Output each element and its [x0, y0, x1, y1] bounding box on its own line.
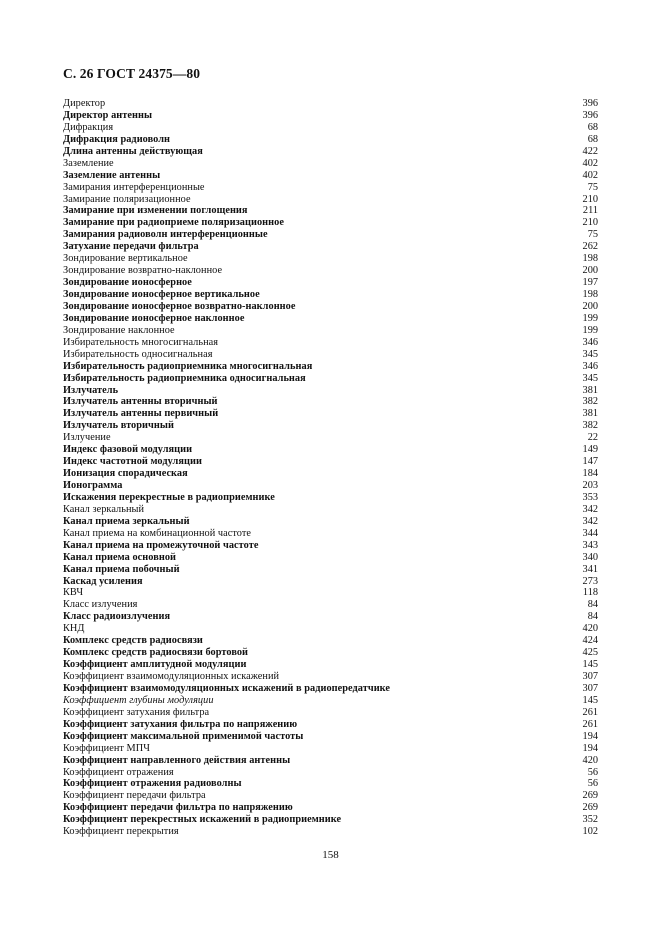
index-term: Ионизация спорадическая — [63, 468, 188, 480]
index-term: Замирание при изменении поглощения — [63, 205, 248, 217]
index-term: Избирательность радиоприемника многосигнальная — [63, 360, 313, 372]
index-entry — [63, 587, 598, 599]
index-entry — [63, 456, 598, 468]
index-page-number: 149 — [582, 444, 598, 456]
index-term: Класс излучения — [63, 599, 138, 611]
index-term: Зондирование ионосферное наклонное — [63, 312, 245, 324]
index-term: Излучение — [63, 432, 111, 444]
index-term: Дифракция — [63, 121, 114, 133]
index-entry — [63, 146, 598, 158]
index-term: Замирания интерференционные — [63, 181, 205, 193]
index-entry — [63, 540, 598, 552]
index-entry — [63, 313, 598, 325]
index-term: Избирательность односигнальная — [63, 348, 213, 360]
index-page-number: 84 — [587, 611, 598, 623]
index-entry — [63, 205, 598, 217]
index-term: Директор — [63, 98, 106, 109]
index-entry — [63, 170, 598, 182]
index-term: Зондирование ионосферное — [63, 277, 192, 289]
index-page-number: 203 — [582, 480, 598, 491]
index-page-number: 194 — [582, 730, 598, 742]
index-page-number: 341 — [582, 563, 598, 575]
index-entry — [63, 492, 598, 504]
page-number: 158 — [322, 849, 339, 861]
index-entry — [63, 802, 598, 814]
index-page-number: 147 — [582, 456, 598, 468]
index-term: Каскад усиления — [63, 575, 143, 587]
index-term: Коэффициент отражения — [63, 766, 174, 778]
index-page-number: 68 — [587, 133, 598, 145]
index-entry — [63, 253, 598, 265]
index-entry — [63, 122, 598, 134]
index-term: Искажения перекрестные в радиоприемнике — [63, 491, 275, 503]
index-page-number: 22 — [587, 432, 598, 444]
index-entry — [63, 755, 598, 767]
index-entry — [63, 277, 598, 289]
index-page-number: 102 — [582, 826, 598, 838]
index-page-number: 194 — [582, 742, 598, 754]
index-page-number: 200 — [582, 300, 598, 312]
index-term: КВЧ — [63, 587, 84, 599]
index-page-number: 75 — [587, 229, 598, 241]
index-term: Индекс частотной модуляции — [63, 456, 202, 468]
index-term: Коэффициент взаимомодуляционных искажений в радиопередатчике — [63, 682, 391, 694]
index-page-number: 269 — [582, 790, 598, 802]
index-page-number: 200 — [582, 265, 598, 277]
index-term: Ионограмма — [63, 480, 123, 491]
index-term: Коэффициент амплитудной модуляции — [63, 659, 247, 671]
index-page-number: 210 — [582, 217, 598, 229]
index-page-number: 340 — [582, 551, 598, 563]
index-term: КНД — [63, 623, 85, 635]
index-term: Коэффициент затухания фильтра — [63, 706, 210, 718]
index-entry — [63, 444, 598, 456]
index-entry — [63, 528, 598, 540]
index-term: Избирательность многосигнальная — [63, 336, 219, 348]
index-entry — [63, 480, 598, 492]
index-page-number: 396 — [582, 98, 598, 109]
index-term: Канал приема на промежуточной частоте — [63, 539, 259, 551]
index-page-number: 273 — [582, 575, 598, 587]
index-term: Зондирование возвратно-наклонное — [63, 265, 223, 277]
index-entry — [63, 659, 598, 671]
index-page-number: 353 — [582, 491, 598, 503]
index-term: Канал приема на комбинационной частоте — [63, 527, 252, 539]
index-entry — [63, 134, 598, 146]
index-page-number: 145 — [582, 694, 598, 706]
index-entry — [63, 217, 598, 229]
index-entry — [63, 408, 598, 420]
index-page-number: 425 — [582, 647, 598, 659]
index-page-number: 352 — [582, 814, 598, 826]
index-page-number: 198 — [582, 253, 598, 265]
index-page-number: 197 — [582, 277, 598, 289]
index-term: Коэффициент максимальной применимой частоты — [63, 730, 304, 742]
index-entry — [63, 349, 598, 361]
index-term: Индекс фазовой модуляции — [63, 444, 193, 456]
index-term: Коэффициент направленного действия антенны — [63, 754, 291, 766]
index-term: Коэффициент передачи фильтра — [63, 790, 206, 802]
index-entry — [63, 826, 598, 838]
index-entry — [63, 194, 598, 206]
index-page-number: 344 — [582, 527, 598, 539]
index-page-number: 307 — [582, 682, 598, 694]
index-term: Коэффициент отражения радиоволны — [63, 778, 242, 790]
index-entry — [63, 420, 598, 432]
index-entry — [63, 158, 598, 170]
index-page-number: 261 — [582, 706, 598, 718]
index-entry — [63, 623, 598, 635]
index-page-number: 262 — [582, 241, 598, 253]
index-page-number: 381 — [582, 408, 598, 420]
index-page-number: 342 — [582, 515, 598, 527]
index-entry — [63, 599, 598, 611]
index-entry — [63, 110, 598, 122]
index-page-number: 307 — [582, 671, 598, 682]
index-entry — [63, 432, 598, 444]
index-page-number: 346 — [582, 336, 598, 348]
index-entry — [63, 647, 598, 659]
index-page-number: 56 — [587, 778, 598, 790]
index-page-number: 402 — [582, 157, 598, 169]
index-term: Комплекс средств радиосвязи — [63, 635, 203, 647]
index-page-number: 145 — [582, 659, 598, 671]
index-term: Коэффициент МПЧ — [63, 742, 150, 754]
index-term: Длина антенны действующая — [63, 145, 203, 157]
index-page-number: 422 — [582, 145, 598, 157]
index-page-number: 402 — [582, 169, 598, 181]
index-term: Зондирование ионосферное возвратно-наклонное — [63, 300, 296, 312]
index-entry — [63, 373, 598, 385]
index-term: Замирания радиоволн интерференционные — [63, 229, 268, 241]
index-term: Канал приема побочный — [63, 563, 180, 575]
index-entry — [63, 98, 598, 110]
index-term: Комплекс средств радиосвязи бортовой — [63, 647, 249, 659]
index-entry — [63, 707, 598, 719]
index-entry — [63, 337, 598, 349]
index-page-number: 420 — [582, 754, 598, 766]
index-page-number: 75 — [587, 181, 598, 193]
index-page-number: 210 — [582, 193, 598, 205]
index-term: Замирание поляризационное — [63, 193, 191, 205]
index-page-number: 118 — [582, 587, 598, 599]
index-page-number: 396 — [582, 109, 598, 121]
index-term: Коэффициент взаимомодуляционных искажений — [63, 671, 280, 682]
index-page-number: 198 — [582, 289, 598, 300]
index-page-number: 84 — [587, 599, 598, 611]
index-entry — [63, 564, 598, 576]
index-term: Зондирование вертикальное — [63, 253, 188, 265]
index-page-number: 345 — [582, 372, 598, 384]
index-term: Затухание передачи фильтра — [63, 241, 199, 253]
index-term: Коэффициент перекрестных искажений в радиоприемнике — [63, 814, 342, 826]
index-page-number: 184 — [582, 468, 598, 480]
index-term: Класс радиоизлучения — [63, 611, 171, 623]
index-entry — [63, 301, 598, 313]
index-page-number: 382 — [582, 396, 598, 408]
index-entry — [63, 683, 598, 695]
index-page-number: 420 — [582, 623, 598, 635]
index-term: Канал приема зеркальный — [63, 515, 190, 527]
index-entry — [63, 695, 598, 707]
index-page-number: 68 — [587, 121, 598, 133]
index-entry — [63, 671, 598, 683]
index-entry — [63, 731, 598, 743]
index-term: Зондирование наклонное — [63, 324, 175, 336]
index-term: Излучатель антенны вторичный — [63, 396, 218, 408]
index-entry — [63, 552, 598, 564]
index-term: Излучатель — [63, 384, 119, 396]
index-page-number: 261 — [582, 718, 598, 730]
index-term: Коэффициент глубины модуляции — [63, 694, 214, 706]
index-term: Замирание при радиоприеме поляризационное — [63, 217, 284, 229]
index-term: Заземление — [63, 157, 114, 169]
index-entry — [63, 396, 598, 408]
index-entry — [63, 743, 598, 755]
index-entry — [63, 468, 598, 480]
index-page-number: 199 — [582, 312, 598, 324]
index-entry — [63, 635, 598, 647]
index-entry — [63, 182, 598, 194]
index-term: Зондирование ионосферное вертикальное — [63, 289, 260, 300]
index-term: Директор антенны — [63, 109, 153, 121]
index-page-number: 56 — [587, 766, 598, 778]
index-entry — [63, 611, 598, 623]
index-entry — [63, 576, 598, 588]
index-term: Излучатель антенны первичный — [63, 408, 219, 420]
index-entry — [63, 516, 598, 528]
index-entry — [63, 241, 598, 253]
index-entry — [63, 719, 598, 731]
index-term: Канал зеркальный — [63, 503, 145, 515]
index-term: Заземление антенны — [63, 169, 161, 181]
index-page-number: 343 — [582, 539, 598, 551]
index-entry — [63, 325, 598, 337]
index-entry — [63, 385, 598, 397]
index-term: Коэффициент передачи фильтра по напряжению — [63, 802, 293, 814]
index-entry — [63, 767, 598, 779]
page-header: С. 26 ГОСТ 24375—80 — [63, 66, 201, 81]
index-page-number: 269 — [582, 802, 598, 814]
index-page-number: 381 — [582, 384, 598, 396]
index-term: Избирательность радиоприемника односигнальная — [63, 372, 306, 384]
index-entry — [63, 229, 598, 241]
index-term: Коэффициент затухания фильтра по напряжению — [63, 718, 298, 730]
index-page-number: 342 — [582, 503, 598, 515]
index-entry — [63, 504, 598, 516]
index-page-number: 346 — [582, 360, 598, 372]
index-page-number: 424 — [582, 635, 598, 647]
index-page-number: 345 — [582, 348, 598, 360]
index-page-number: 211 — [582, 205, 598, 217]
index-list — [63, 98, 598, 838]
index-term: Канал приема основной — [63, 551, 176, 563]
index-page-number: 382 — [582, 420, 598, 432]
index-entry — [63, 790, 598, 802]
index-term: Коэффициент перекрытия — [63, 826, 179, 838]
index-term: Излучатель вторичный — [63, 420, 174, 432]
index-page-number: 199 — [582, 324, 598, 336]
index-entry — [63, 265, 598, 277]
index-term: Дифракция радиоволн — [63, 133, 171, 145]
index-entry — [63, 814, 598, 826]
index-entry — [63, 778, 598, 790]
index-entry — [63, 361, 598, 373]
index-entry — [63, 289, 598, 301]
